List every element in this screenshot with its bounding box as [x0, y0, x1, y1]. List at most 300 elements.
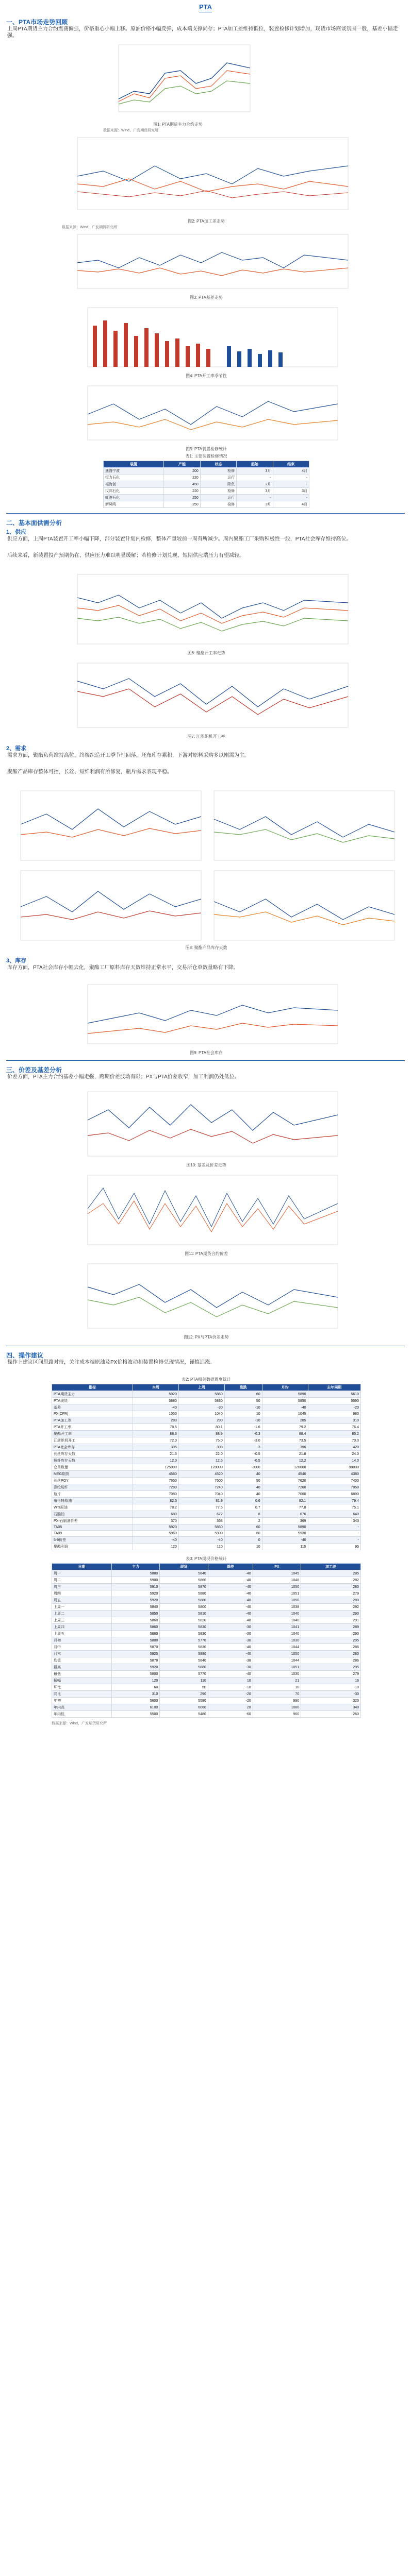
- table-cell: 5830: [160, 1624, 208, 1631]
- table-cell: 月初: [52, 1637, 112, 1644]
- table-cell: 290: [178, 1417, 224, 1424]
- table-cell: 7400: [308, 1478, 361, 1484]
- table-cell: -40: [208, 1584, 253, 1590]
- table-cell: 10: [208, 1677, 253, 1684]
- bar: [278, 352, 283, 367]
- table-cell: 5770: [160, 1671, 208, 1677]
- bar: [227, 346, 231, 367]
- chart-loom-rate: [62, 660, 351, 733]
- table-cell: 5480: [160, 1711, 208, 1718]
- table-cell: 7060: [262, 1491, 308, 1498]
- table-cell: -: [273, 474, 309, 481]
- table-cell: 369: [262, 1518, 308, 1524]
- table-cell: 仓单数量: [52, 1464, 133, 1471]
- table-cell: 70: [253, 1691, 301, 1698]
- table-cell: 5810: [160, 1611, 208, 1617]
- table-cell: PX-石脑油价差: [52, 1518, 133, 1524]
- table-cell: 周五: [52, 1597, 112, 1604]
- table-header-row: [104, 461, 309, 468]
- table-cell: 5890: [262, 1524, 308, 1531]
- table-cell: 295: [301, 1637, 361, 1644]
- table-cell: 4560: [133, 1471, 179, 1478]
- chart-caption: 图9: PTA社会库存: [190, 1050, 223, 1055]
- table-row: [52, 1498, 361, 1504]
- chart-source: 数据来源：Wind、广发期货研究所: [62, 226, 117, 229]
- table-cell: 110: [178, 1544, 224, 1550]
- table-cell: 1040: [253, 1631, 301, 1637]
- table-cell: 280: [301, 1597, 361, 1604]
- table-cell: 1044: [253, 1644, 301, 1651]
- table-header-cell: 指标: [52, 1384, 133, 1391]
- chart-caption: 图12: PX与PTA价差走势: [184, 1335, 229, 1340]
- table-cell: 上周二: [52, 1611, 112, 1617]
- table-cell: -30: [208, 1664, 253, 1671]
- paragraph-strategy: 操作上建议区间思路对待，关注成本端原油及PX价格波动和装置检修兑现情况，谨慎追涨。: [7, 1360, 216, 1365]
- chart-caption: 图8: 聚酯产品库存天数: [185, 945, 227, 950]
- table-row: [52, 1471, 361, 1478]
- table-row: [52, 1464, 361, 1471]
- table-header-cell: 涨跌: [224, 1384, 262, 1391]
- table-cell: -38: [208, 1657, 253, 1664]
- table-cell: 1038: [253, 1604, 301, 1611]
- table-cell: 3月: [273, 488, 309, 495]
- table-cell: -10: [224, 1417, 262, 1424]
- table-cell: 88.4: [262, 1431, 308, 1437]
- chart-maintenance: [72, 383, 340, 445]
- table-cell: 40: [224, 1471, 262, 1478]
- table-cell: 21: [253, 1677, 301, 1684]
- table-caption: 表2: PTA相关数据周度统计: [182, 1377, 231, 1382]
- table-cell: 1040: [253, 1611, 301, 1617]
- table-cell: 振幅: [52, 1677, 112, 1684]
- table-row: [104, 501, 309, 508]
- table-cell: 1050: [133, 1411, 179, 1417]
- table-caption: 表3: PTA期现价格统计: [186, 1556, 227, 1561]
- table-cell: 布伦特原油: [52, 1498, 133, 1504]
- table-cell: 78.5: [133, 1424, 179, 1431]
- table-row: [52, 1437, 361, 1444]
- table-cell: 5830: [160, 1644, 208, 1651]
- table-cell: 4月: [273, 501, 309, 508]
- table-cell: -40: [133, 1404, 179, 1411]
- table-cell: -40: [262, 1404, 308, 1411]
- table-cell: 81.9: [178, 1498, 224, 1504]
- table-cell: -: [308, 1531, 361, 1537]
- chart-panel-4: [214, 871, 394, 940]
- table-cell: 5900: [178, 1531, 224, 1537]
- table-cell: 瓶片: [52, 1491, 133, 1498]
- table-cell: 1040: [253, 1617, 301, 1624]
- table-cell: 290: [301, 1611, 361, 1617]
- table-cell: 5890: [262, 1391, 308, 1398]
- table-cell: 50: [224, 1398, 262, 1404]
- chart-caption: 图4: PTA开工率季节性: [186, 374, 227, 378]
- table-cell: 22.0: [178, 1451, 224, 1458]
- table-row: [104, 488, 309, 495]
- table-header-cell: 主力: [111, 1564, 159, 1570]
- table-cell: 292: [301, 1604, 361, 1611]
- table-cell: 290: [160, 1691, 208, 1698]
- table-cell: 340: [308, 1518, 361, 1524]
- table-cell: 2: [224, 1518, 262, 1524]
- table-header-cell: 起始: [237, 461, 273, 468]
- paragraph-demand-1: 需求方面，聚酯负荷维持高位，终端织造开工季节性回落，坯布库存累积，下游对原料采购多以刚需为主。: [7, 753, 250, 758]
- table-cell: 5860: [160, 1577, 208, 1584]
- table-cell: 14.0: [308, 1458, 361, 1464]
- chart-processing-margin: [62, 135, 351, 217]
- table-cell: 检修: [200, 501, 236, 508]
- table-cell: 5-9价差: [52, 1537, 133, 1544]
- table-cell: 0.7: [224, 1504, 262, 1511]
- table-cell: 5920: [111, 1664, 159, 1671]
- table-cell: 同比: [52, 1691, 112, 1698]
- table-cell: -30: [208, 1624, 253, 1631]
- chart-caption: 图3: PTA基差走势: [190, 295, 223, 300]
- table-cell: 5580: [160, 1698, 208, 1704]
- table-header-cell: 月均: [262, 1384, 308, 1391]
- table-cell: 82.5: [133, 1498, 179, 1504]
- chart-futures-trend: [103, 42, 253, 120]
- table-row: [52, 1431, 361, 1437]
- table-cell: 12.2: [262, 1458, 308, 1464]
- table-cell: -1.6: [224, 1424, 262, 1431]
- table-cell: 60: [224, 1524, 262, 1531]
- maintenance-table: [103, 461, 309, 508]
- bar: [196, 344, 200, 367]
- table-row: [52, 1611, 361, 1617]
- table-cell: 1080: [253, 1704, 301, 1711]
- section-heading-basis: 三、价差及基差分析: [6, 1066, 62, 1074]
- bar: [186, 346, 190, 367]
- table-cell: 282: [301, 1577, 361, 1584]
- table-cell: 1044: [253, 1657, 301, 1664]
- table-cell: -: [273, 481, 309, 488]
- table-cell: 5840: [160, 1570, 208, 1577]
- price-stats-table: [52, 1563, 361, 1718]
- table-cell: 年初: [52, 1698, 112, 1704]
- table-cell: 200: [164, 468, 200, 474]
- table-cell: 320: [301, 1698, 361, 1704]
- table-cell: 1045: [262, 1411, 308, 1417]
- paragraph-review: 上周PTA期货主力合约震荡偏强，价格重心小幅上移。原油价格小幅反弹，成本端支撑尚存；PTA加工差维持低位，装置检修计划增加，现货市场商谈氛围一般，基差小幅走强。: [7, 26, 398, 39]
- table-cell: 73.5: [262, 1437, 308, 1444]
- table-cell: -40: [208, 1611, 253, 1617]
- table-cell: -40: [208, 1590, 253, 1597]
- table-row: [52, 1411, 361, 1417]
- table-cell: -10: [224, 1404, 262, 1411]
- table-cell: 6100: [111, 1704, 159, 1711]
- table-cell: 聚酯开工率: [52, 1431, 133, 1437]
- table-header-cell: 装置: [104, 461, 164, 468]
- table-cell: 2月: [237, 481, 273, 488]
- table-cell: PTA开工率: [52, 1424, 133, 1431]
- table-cell: 50: [224, 1478, 262, 1484]
- table-row: [104, 495, 309, 501]
- table-row: [52, 1518, 361, 1524]
- table-row: [52, 1577, 361, 1584]
- divider: [6, 513, 405, 514]
- table-cell: -30: [178, 1404, 224, 1411]
- table-row: [52, 1531, 361, 1537]
- section-heading-fundamentals: 二、基本面供需分析: [6, 519, 62, 527]
- table-cell: 环比: [52, 1684, 112, 1691]
- table-cell: 286: [301, 1644, 361, 1651]
- table-cell: 295: [301, 1664, 361, 1671]
- table-cell: 280: [301, 1584, 361, 1590]
- table-cell: 420: [308, 1444, 361, 1451]
- table-cell: 260: [301, 1711, 361, 1718]
- table-cell: -40: [208, 1644, 253, 1651]
- bar: [165, 341, 169, 367]
- table-cell: 5880: [160, 1597, 208, 1604]
- table-cell: 均值: [52, 1657, 112, 1664]
- table-cell: 12.5: [178, 1458, 224, 1464]
- table-cell: -30: [208, 1631, 253, 1637]
- table-cell: 5800: [111, 1637, 159, 1644]
- sub-heading-inventory: 3、库存: [6, 958, 27, 964]
- table-header-cell: PX: [253, 1564, 301, 1570]
- table-cell: 运行: [200, 474, 236, 481]
- table-row: [52, 1444, 361, 1451]
- chart-1-svg: [103, 42, 253, 120]
- table-cell: 78.2: [133, 1504, 179, 1511]
- table-cell: 7600: [178, 1478, 224, 1484]
- table-cell: 5850: [262, 1398, 308, 1404]
- table-cell: 最低: [52, 1671, 112, 1677]
- table-cell: 21.8: [262, 1451, 308, 1458]
- table-cell: 115: [262, 1544, 308, 1550]
- table-row: [52, 1451, 361, 1458]
- table-cell: -60: [208, 1711, 253, 1718]
- table-cell: -: [308, 1537, 361, 1544]
- bar: [237, 351, 241, 367]
- bar: [175, 338, 179, 367]
- table-cell: 5800: [111, 1671, 159, 1677]
- table-row: [52, 1537, 361, 1544]
- table-cell: 汉邦石化: [104, 488, 164, 495]
- table-cell: 7280: [133, 1484, 179, 1491]
- table-cell: 5910: [111, 1584, 159, 1590]
- table-cell: 长丝库存天数: [52, 1451, 133, 1458]
- table-cell: 降负: [200, 481, 236, 488]
- paragraph-inventory: 库存方面，PTA社会库存小幅去化，聚酯工厂原料库存天数维持正常水平，交易所仓单数量略有下降。: [7, 965, 239, 971]
- bar: [124, 323, 128, 367]
- table-cell: 5840: [160, 1657, 208, 1664]
- section-heading-market-review: 一、PTA市场走势回顾: [6, 19, 68, 26]
- table-cell: 福海创: [104, 481, 164, 488]
- table-cell: 370: [133, 1518, 179, 1524]
- table-cell: 3月: [237, 501, 273, 508]
- chart-panel-2: [214, 791, 394, 860]
- table-cell: 0: [224, 1537, 262, 1544]
- table-cell: 450: [164, 481, 200, 488]
- table-cell: 7040: [178, 1491, 224, 1498]
- table-cell: -20: [208, 1691, 253, 1698]
- table-cell: 1048: [253, 1577, 301, 1584]
- table-header-cell: 去年同期: [308, 1384, 361, 1391]
- table-cell: 最高: [52, 1664, 112, 1671]
- table-row: [52, 1417, 361, 1424]
- table-cell: 恒力石化: [104, 474, 164, 481]
- table-cell: 1041: [253, 1624, 301, 1631]
- chart-caption: 图7: 江浙织机开工率: [187, 734, 225, 739]
- table-cell: 5770: [160, 1637, 208, 1644]
- table-cell: 4月: [273, 468, 309, 474]
- table-cell: 5610: [308, 1391, 361, 1398]
- table-cell: 6890: [308, 1491, 361, 1498]
- table-row: [52, 1478, 361, 1484]
- table-caption: 表1: 主要装置检修情况: [185, 454, 227, 459]
- table-cell: 月中: [52, 1644, 112, 1651]
- table-cell: 5830: [178, 1398, 224, 1404]
- table-cell: 50: [160, 1684, 208, 1691]
- bar: [248, 349, 252, 367]
- table-cell: 5930: [262, 1531, 308, 1537]
- sub-heading-demand: 2、需求: [6, 745, 27, 752]
- table-cell: 960: [253, 1711, 301, 1718]
- table-row: [52, 1570, 361, 1577]
- table-header-cell: 日期: [52, 1564, 112, 1570]
- chart-basis: [62, 232, 351, 294]
- paragraph-supply-2: 后续来看，新装置投产预期仍在，供应压力难以明显缓解；若检修计划兑现，短期供应端压力有望减轻。: [7, 553, 244, 558]
- table-header-cell: 状态: [200, 461, 236, 468]
- table-row: [52, 1684, 361, 1691]
- table-cell: 检修: [200, 488, 236, 495]
- table-header-row: [52, 1384, 361, 1391]
- table-cell: 长丝POY: [52, 1478, 133, 1484]
- table-cell: 5860: [111, 1624, 159, 1631]
- table-cell: 1030: [253, 1637, 301, 1644]
- table-cell: 80.1: [178, 1424, 224, 1431]
- table-cell: 88.9: [178, 1431, 224, 1437]
- table-cell: 5500: [111, 1711, 159, 1718]
- chart-caption: 图10: 基差及价差走势: [186, 1163, 226, 1167]
- table-cell: 1040: [178, 1411, 224, 1417]
- table-row: [52, 1617, 361, 1624]
- table-cell: -0.5: [224, 1451, 262, 1458]
- table-header-cell: 本周: [133, 1384, 179, 1391]
- table-cell: -40: [133, 1537, 179, 1544]
- chart-basis-spread: [72, 1089, 340, 1161]
- table-cell: 3月: [237, 488, 273, 495]
- table-cell: 7620: [262, 1478, 308, 1484]
- table-cell: -0.5: [224, 1458, 262, 1464]
- table-cell: -40: [208, 1570, 253, 1577]
- table-cell: 5860: [178, 1524, 224, 1531]
- table-cell: 6060: [160, 1704, 208, 1711]
- table-cell: 77.5: [178, 1504, 224, 1511]
- chart-calendar-spread: [72, 1173, 340, 1250]
- table-header-cell: 产能: [164, 461, 200, 468]
- table-row: [52, 1544, 361, 1550]
- table-cell: 5920: [111, 1651, 159, 1657]
- table-cell: -40: [208, 1577, 253, 1584]
- table-cell: -40: [208, 1597, 253, 1604]
- table-cell: 0.6: [224, 1498, 262, 1504]
- table-cell: 5960: [133, 1531, 179, 1537]
- table-cell: 291: [301, 1617, 361, 1624]
- table-cell: 8: [224, 1511, 262, 1518]
- table-cell: 79.4: [308, 1498, 361, 1504]
- table-cell: 7650: [133, 1478, 179, 1484]
- table-cell: 4540: [262, 1471, 308, 1478]
- table-header-row: [52, 1564, 361, 1570]
- table-row: [52, 1484, 361, 1491]
- table-cell: -0.3: [224, 1431, 262, 1437]
- table-cell: 5920: [111, 1590, 159, 1597]
- table-cell: 60: [224, 1531, 262, 1537]
- table-cell: -40: [178, 1537, 224, 1544]
- table-cell: 年内低: [52, 1711, 112, 1718]
- table-row: [52, 1424, 361, 1431]
- table-row: [52, 1631, 361, 1637]
- table-header-cell: 基差: [208, 1564, 253, 1570]
- table-cell: -10: [208, 1684, 253, 1691]
- chart-caption: 图11: PTA期货合约价差: [185, 1251, 228, 1256]
- table-cell: 7080: [133, 1491, 179, 1498]
- bar: [155, 333, 159, 367]
- table-cell: -30: [208, 1637, 253, 1644]
- table-row: [104, 481, 309, 488]
- table-cell: 340: [301, 1704, 361, 1711]
- table-cell: 70.0: [308, 1437, 361, 1444]
- table-cell: 110: [160, 1677, 208, 1684]
- section-heading-strategy: 四、操作建议: [6, 1352, 44, 1359]
- table-cell: -: [237, 474, 273, 481]
- table-cell: PTA社会库存: [52, 1444, 133, 1451]
- table-cell: 5880: [160, 1651, 208, 1657]
- table-row: [52, 1637, 361, 1644]
- table-cell: 85.2: [308, 1431, 361, 1437]
- table-cell: 检修: [200, 468, 236, 474]
- table-cell: 1030: [253, 1671, 301, 1677]
- table-cell: -40: [208, 1651, 253, 1657]
- table-cell: 82.1: [262, 1498, 308, 1504]
- table-cell: 680: [133, 1511, 179, 1518]
- table-cell: 20: [208, 1704, 253, 1711]
- table-cell: 5880: [111, 1570, 159, 1577]
- table-row: [104, 474, 309, 481]
- table-cell: 涤纶短纤: [52, 1484, 133, 1491]
- table-cell: -10: [301, 1684, 361, 1691]
- table-cell: 5840: [111, 1604, 159, 1611]
- table-cell: 4520: [178, 1471, 224, 1478]
- table-header-cell: 加工差: [301, 1564, 361, 1570]
- table-cell: -40: [208, 1617, 253, 1624]
- table-cell: -3: [224, 1444, 262, 1451]
- table-cell: 周一: [52, 1570, 112, 1577]
- table-cell: 5920: [133, 1391, 179, 1398]
- table-cell: 280: [301, 1651, 361, 1657]
- table-cell: 88.6: [133, 1431, 179, 1437]
- table-cell: 250: [164, 501, 200, 508]
- table-cell: 基差: [52, 1404, 133, 1411]
- table-cell: 7260: [262, 1484, 308, 1491]
- bar: [134, 336, 138, 367]
- table-cell: 短纤库存天数: [52, 1458, 133, 1464]
- table-row: [52, 1644, 361, 1651]
- table-cell: PTA期货主力: [52, 1391, 133, 1398]
- paragraph-basis: 价差方面，PTA主力合约基差小幅走强，跨期价差波动有限；PX与PTA价差收窄，加工利润仍处低位。: [7, 1074, 240, 1080]
- divider: [6, 1060, 405, 1061]
- table-cell: 24.0: [308, 1451, 361, 1458]
- table-cell: 5920: [111, 1597, 159, 1604]
- table-cell: 368: [178, 1518, 224, 1524]
- table-row: [52, 1584, 361, 1590]
- table-cell: 279: [301, 1671, 361, 1677]
- table-cell: 77.8: [262, 1504, 308, 1511]
- table-cell: 5880: [133, 1398, 179, 1404]
